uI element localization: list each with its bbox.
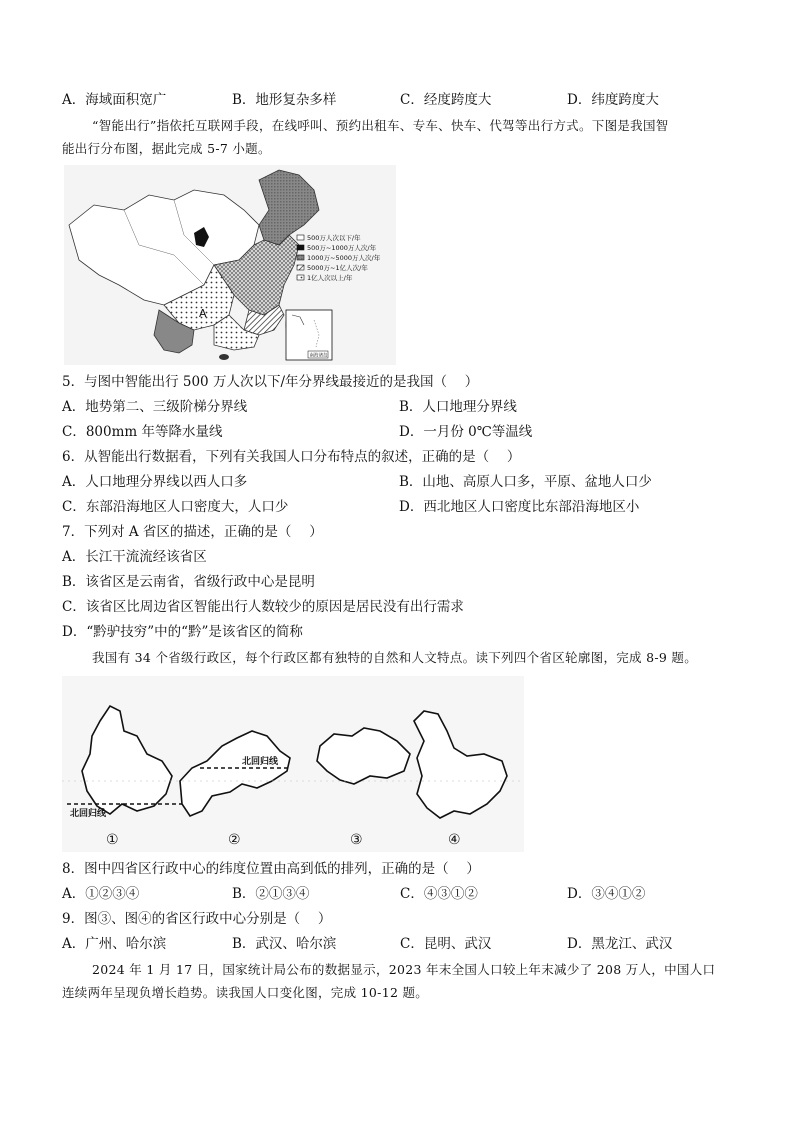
tropic-label-1: 北回归线 [70, 809, 107, 819]
region-a-label: A [199, 307, 207, 320]
q7-option-b[interactable]: B．该省区是云南省，省级行政中心是昆明 [62, 574, 315, 590]
q4-option-b[interactable]: B．地形复杂多样 [232, 92, 337, 108]
q7-option-d[interactable]: D．“黔驴技穷”中的“黔”是该省区的简称 [62, 624, 303, 640]
q9-option-d[interactable]: D．黑龙江、武汉 [567, 936, 673, 952]
q7-stem: 7．下列对 A 省区的描述，正确的是（ ） [62, 524, 323, 540]
q5-option-c[interactable]: C．800mm 年等降水量线 [62, 424, 223, 440]
q6-option-d[interactable]: D．西北地区人口密度比东部沿海地区小 [399, 499, 640, 515]
q8-option-b[interactable]: B．②①③④ [232, 886, 310, 902]
q6-option-a[interactable]: A．人口地理分界线以西人口多 [62, 474, 248, 490]
q4-option-a[interactable]: A．海域面积宽广 [62, 92, 167, 108]
province-outlines-figure [62, 676, 524, 852]
legend-item: 1亿人次以上/年 [307, 274, 353, 282]
q4-option-d[interactable]: D．纬度跨度大 [567, 92, 659, 108]
q6-option-c[interactable]: C．东部沿海地区人口密度大，人口少 [62, 499, 289, 515]
q7-option-a[interactable]: A．长江干流流经该省区 [62, 549, 207, 565]
intro-smart-line1: “智能出行”指依托互联网手段，在线呼叫、预约出租车、专车、快车、代驾等出行方式。下图是我国智 [92, 118, 669, 133]
province-number-4: ④ [448, 832, 461, 848]
province-number-3: ③ [350, 832, 363, 848]
q5-option-a[interactable]: A．地势第二、三级阶梯分界线 [62, 399, 248, 415]
province-number-2: ② [228, 832, 241, 848]
q9-stem: 9．图③、图④的省区行政中心分别是（ ） [62, 911, 332, 927]
south-china-sea-inset [286, 310, 332, 360]
q9-option-c[interactable]: C．昆明、武汉 [400, 936, 492, 952]
q7-option-c[interactable]: C．该省区比周边省区智能出行人数较少的原因是居民没有出行需求 [62, 599, 464, 615]
legend-item: 5000万~1亿人次/年 [307, 264, 368, 272]
q5-option-b[interactable]: B．人口地理分界线 [399, 399, 517, 415]
legend-item: 500万~1000万人次/年 [307, 244, 377, 252]
q8-option-a[interactable]: A．①②③④ [62, 886, 140, 902]
q5-option-d[interactable]: D．一月份 0℃等温线 [399, 424, 533, 440]
inset-label: 南海诸岛 [309, 353, 328, 359]
legend-item: 1000万~5000万人次/年 [307, 254, 381, 262]
tropic-label-2: 北回归线 [242, 757, 279, 767]
intro-population-line1: 2024 年 1 月 17 日，国家统计局公布的数据显示，2023 年末全国人口较上年末减少了 208 万人，中国人口 [92, 962, 716, 977]
intro-provinces: 我国有 34 个省级行政区，每个行政区都有独特的自然和人文特点。读下列四个省区轮廓图，完成 8-9 题。 [92, 650, 698, 665]
province-number-1: ① [106, 832, 119, 848]
q6-option-b[interactable]: B．山地、高原人口多，平原、盆地人口少 [399, 474, 652, 490]
china-smart-travel-map [64, 165, 396, 365]
intro-population-line2: 连续两年呈现负增长趋势。读我国人口变化图，完成 10-12 题。 [62, 985, 429, 1000]
legend-item: 500万人次以下/年 [307, 234, 361, 242]
q8-option-c[interactable]: C．④③①② [400, 886, 478, 902]
q6-stem: 6．从智能出行数据看，下列有关我国人口分布特点的叙述，正确的是（ ） [62, 449, 521, 465]
q4-option-c[interactable]: C．经度跨度大 [400, 92, 492, 108]
intro-smart-line2: 能出行分布图，据此完成 5-7 小题。 [62, 141, 271, 156]
q9-option-a[interactable]: A．广州、哈尔滨 [62, 936, 167, 952]
q8-option-d[interactable]: D．③④①② [567, 886, 646, 902]
q5-stem: 5．与图中智能出行 500 万人次以下/年分界线最接近的是我国（ ） [62, 374, 479, 390]
q8-stem: 8．图中四省区行政中心的纬度位置由高到低的排列，正确的是（ ） [62, 861, 480, 877]
q9-option-b[interactable]: B．武汉、哈尔滨 [232, 936, 337, 952]
